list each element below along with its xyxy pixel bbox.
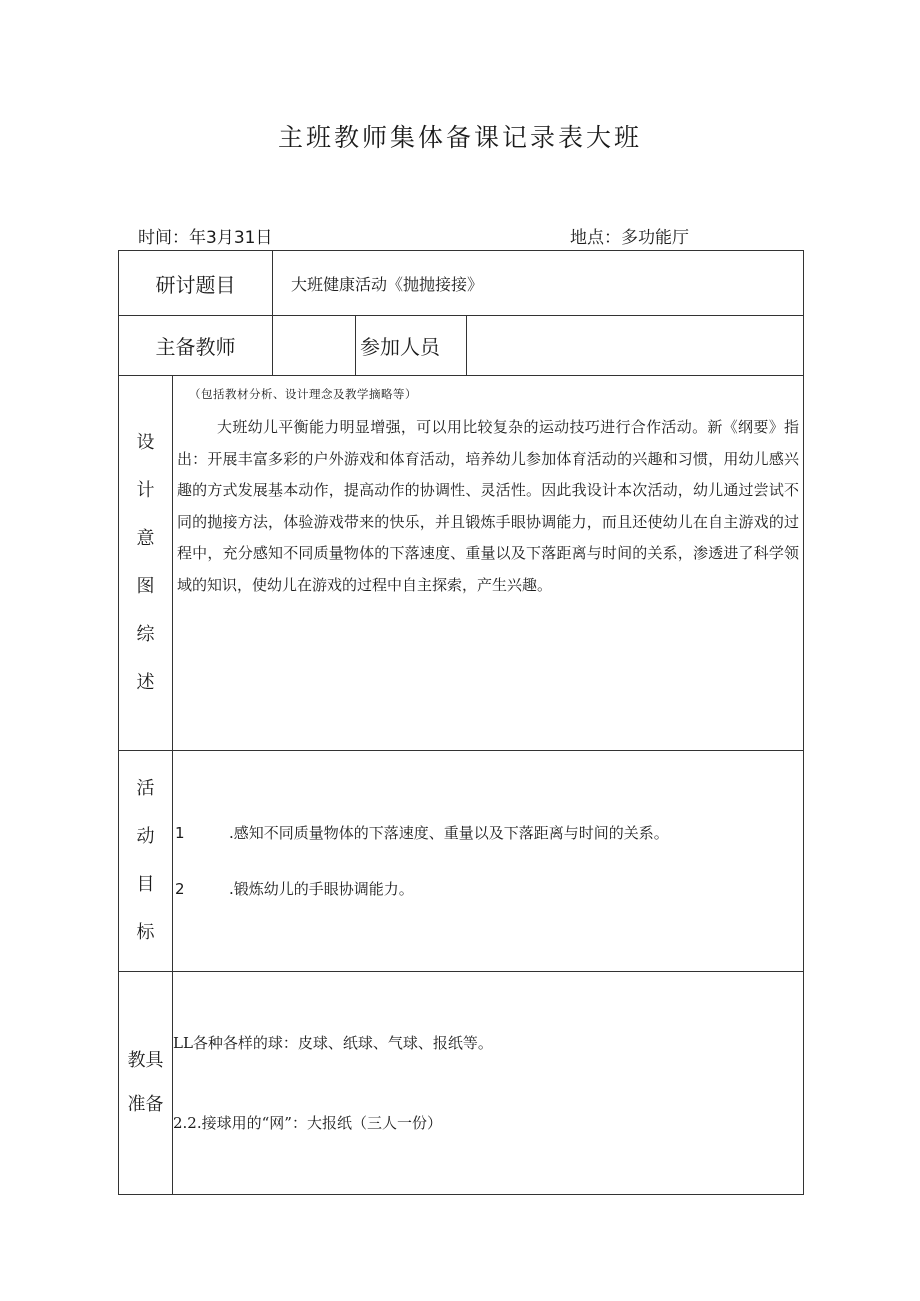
topic-label: 研讨题目 — [119, 251, 273, 316]
goal-text: .锻炼幼儿的手眼协调能力。 — [229, 880, 414, 898]
goal-item — [173, 861, 803, 917]
goals-label-char: 标 — [136, 922, 155, 943]
goals-row — [119, 751, 804, 972]
record-table — [118, 250, 804, 1195]
place-field: 地点：多功能厅 — [570, 228, 689, 248]
design-label-char: 图 — [136, 576, 155, 597]
design-label-char: 意 — [136, 528, 155, 549]
design-note: （包括教材分析、设计理念及教学摘略等） — [189, 387, 417, 401]
material-item: LL各种各样的球：皮球、纸球、气球、报纸等。 — [173, 1034, 493, 1052]
page-title: 主班教师集体备课记录表大班 — [277, 123, 642, 152]
goals-label — [119, 751, 173, 972]
materials-label-line: 教具 — [127, 1050, 164, 1071]
materials-label-line: 准备 — [127, 1094, 164, 1115]
goals-content — [173, 751, 804, 972]
design-label-char: 设 — [136, 432, 155, 453]
topic-value: 大班健康活动《抛抛接接》 — [273, 251, 804, 316]
material-item: 2.2.接球用的“网”：大报纸（三人一份） — [173, 1114, 442, 1132]
design-label — [119, 376, 173, 751]
participants-label: 参加人员 — [356, 316, 467, 376]
goals-label-char: 目 — [136, 874, 155, 895]
goals-label-char: 活 — [136, 778, 155, 799]
teacher-value — [273, 316, 356, 376]
goals-label-char: 动 — [136, 826, 155, 847]
goal-number: 1 — [175, 824, 185, 842]
topic-row — [119, 251, 804, 316]
materials-label — [119, 972, 173, 1195]
design-content — [173, 376, 804, 751]
teacher-label: 主备教师 — [119, 316, 273, 376]
design-paragraph: 大班幼儿平衡能力明显增强，可以用比较复杂的运动技巧进行合作活动。新《纲要》指出：开展丰富多彩的户外游戏和体育活动，培养幼儿参加体育活动的兴趣和习惯，用幼儿感兴趣的方式发展基本动作，提高动作的协调性、灵活性。因此我设计本次活动，幼儿通过尝试不同的抛接方法，体验游戏带来的快乐，并且锻炼手眼协调能力，而且还使幼儿在自主游戏的过程中，充分感知不同质量物体的下落速度、重量以及下落距离与时间的关系，渗透进了科学领域的知识，使幼儿在游戏的过程中自主探索，产生兴趣。 — [177, 418, 800, 594]
materials-content — [173, 972, 804, 1195]
goal-item — [173, 805, 803, 861]
goal-number: 2 — [175, 880, 185, 898]
design-label-char: 述 — [136, 672, 155, 693]
design-label-char: 计 — [136, 480, 155, 501]
goal-text: .感知不同质量物体的下落速度、重量以及下落距离与时间的关系。 — [229, 824, 669, 842]
materials-row — [119, 972, 804, 1195]
participants-value — [467, 316, 804, 376]
design-row — [119, 376, 804, 751]
design-label-char: 综 — [136, 624, 155, 645]
teacher-row — [119, 316, 804, 376]
time-field: 时间：年3月31日 — [138, 228, 273, 248]
